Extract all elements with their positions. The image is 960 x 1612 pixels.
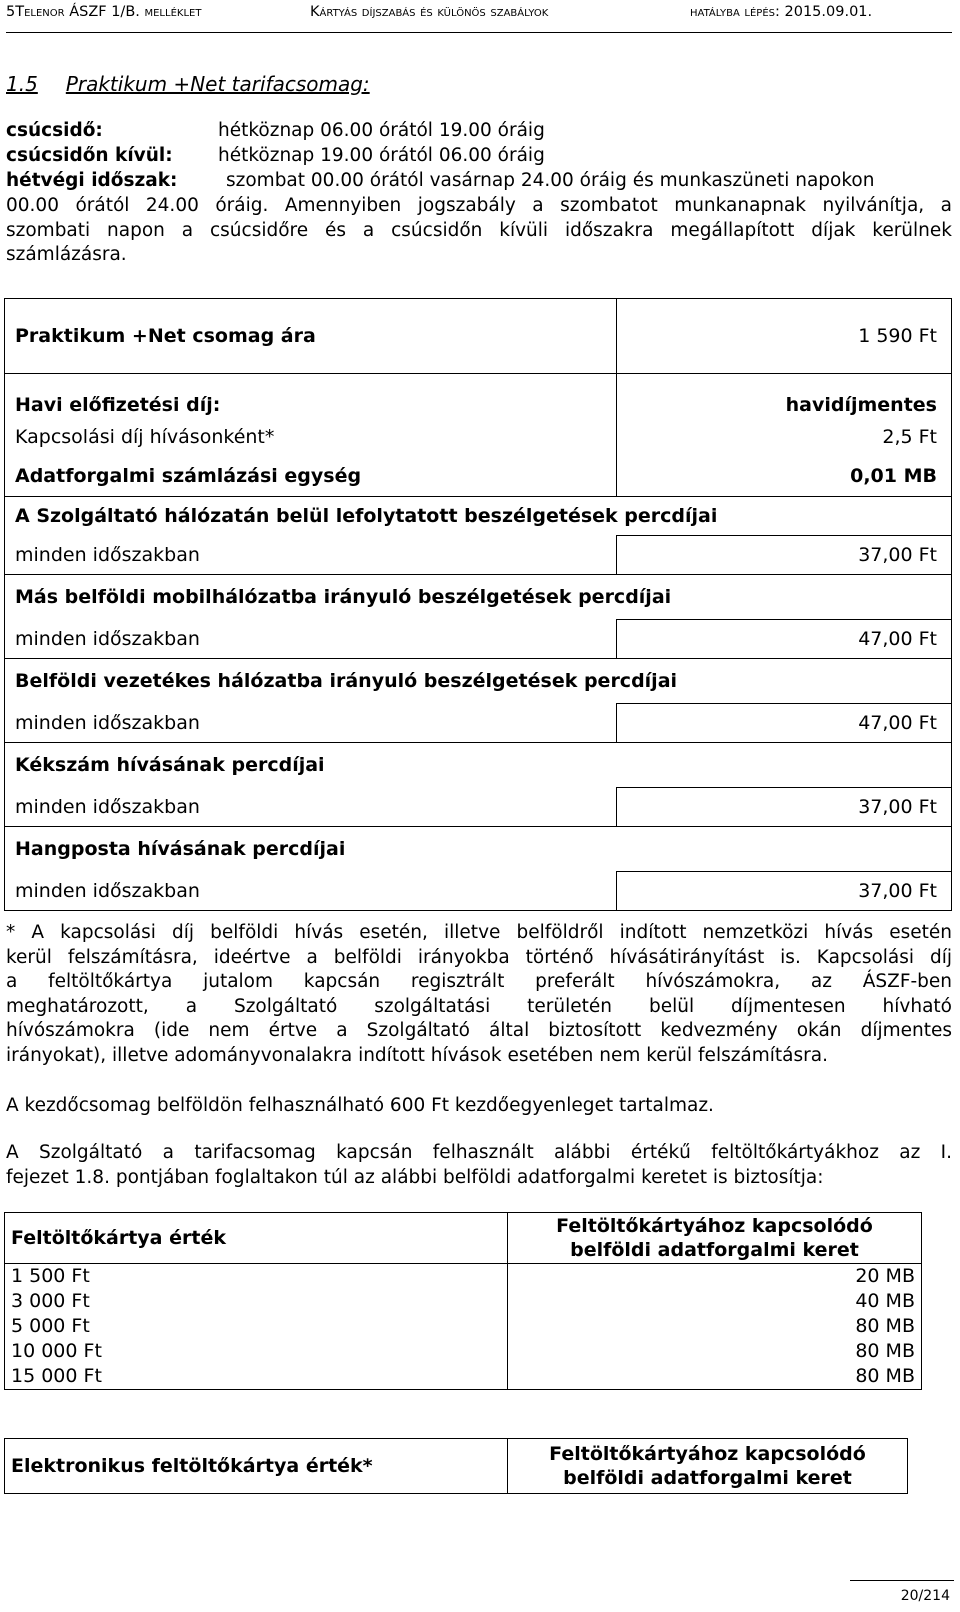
- table-row: [5, 827, 952, 872]
- header-divider: [6, 32, 952, 33]
- footnote: * A kapcsolási díj belföldi hívás esetén, illetve belföldről indított nemzetközi hívás esetén kerül felszámításra, ideértve a belföldi irányokba történő hívásátirányítást is. Kapcsolási díj a feltöltőkártya jutalom kapcsán regisztrált preferált hívószámokra, az ÁSZF-ben meghatározott, a Szolgáltató szolgáltatási területén belül díjmentesen hívható hívószámokra (ide nem értve a Szolgáltató által biztosított kedvezmény okán díjmentes irányokat), illetve adományvonalakra indított hívások esetében nem kerül felszámításra.: [6, 922, 952, 1066]
- package-price-value: 1 590 Ft: [617, 299, 952, 374]
- monthly-fee-value: havidíjmentes: [617, 374, 952, 419]
- topup-data: 80 MB: [508, 1339, 922, 1364]
- etopup-col-data-header: Feltöltőkártyához kapcsolódó belföldi adatforgalmi keret: [508, 1439, 908, 1494]
- section-title-text: Praktikum +Net tarifacsomag:: [65, 72, 370, 96]
- section-title: [6, 72, 370, 96]
- group-row-label: minden időszakban: [5, 536, 617, 575]
- table-row: [5, 620, 952, 659]
- data-unit-label: Adatforgalmi számlázási egység: [5, 456, 617, 497]
- period-desc-weekend: szombat 00.00 órától vasárnap 24.00 óráig és munkaszüneti napokon: [226, 170, 875, 191]
- header-center: Kártyás díjszabás és különös szabályok: [310, 4, 549, 20]
- topup-data: 40 MB: [508, 1289, 922, 1314]
- table-row: [5, 1339, 922, 1364]
- table-row: [5, 1264, 922, 1290]
- group-title-mobile: Más belföldi mobilhálózatba irányuló beszélgetések percdíjai: [5, 575, 952, 620]
- topup-col-value-header: Feltöltőkártya érték: [5, 1213, 508, 1264]
- group-row-value: 47,00 Ft: [617, 704, 952, 743]
- group-title-voicemail: Hangposta hívásának percdíjai: [5, 827, 952, 872]
- table-row: [5, 1314, 922, 1339]
- table-row: [5, 575, 952, 620]
- period-term-offpeak: csúcsidőn kívül:: [6, 145, 173, 166]
- period-desc-offpeak: hétköznap 19.00 órától 06.00 óráig: [218, 145, 545, 166]
- group-row-value: 37,00 Ft: [617, 788, 952, 827]
- header-right: hatályba lépés: 2015.09.01.: [690, 4, 873, 20]
- topup-data: 20 MB: [508, 1264, 922, 1290]
- section-number: 1.5: [6, 72, 38, 96]
- group-row-label: minden időszakban: [5, 620, 617, 659]
- table-row: [5, 1364, 922, 1390]
- package-price-label: Praktikum +Net csomag ára: [5, 299, 617, 374]
- monthly-fee-label: Havi előfizetési díj:: [5, 374, 617, 419]
- topup-value: 15 000 Ft: [5, 1364, 508, 1390]
- topup-data: 80 MB: [508, 1364, 922, 1390]
- footer-divider: [850, 1580, 954, 1581]
- group-row-label: minden időszakban: [5, 704, 617, 743]
- starter-balance-text: A kezdőcsomag belföldön felhasználható 600 Ft kezdőegyenleget tartalmaz.: [6, 1095, 714, 1116]
- group-row-value: 37,00 Ft: [617, 536, 952, 575]
- group-title-landline: Belföldi vezetékes hálózatba irányuló beszélgetések percdíjai: [5, 659, 952, 704]
- group-row-label: minden időszakban: [5, 788, 617, 827]
- table-row: [5, 659, 952, 704]
- connection-fee-label: Kapcsolási díj hívásonként*: [5, 418, 617, 456]
- topup-value: 1 500 Ft: [5, 1264, 508, 1290]
- table-header-row: [5, 1213, 922, 1264]
- connection-fee-value: 2,5 Ft: [617, 418, 952, 456]
- table-row: [5, 1289, 922, 1314]
- table-row: [5, 374, 952, 419]
- table-row: [5, 456, 952, 497]
- period-continuation: 00.00 órától 24.00 óráig. Amennyiben jogszabály a szombatot munkanapnak nyilvánítja, a szombati napon a csúcsidőre és a csúcsidőn kívüli időszakra megállapított díjak kerülnek számlázásra.: [6, 195, 952, 265]
- provider-text: A Szolgáltató a tarifacsomag kapcsán felhasznált alábbi értékű feltöltőkártyákhoz az I. fejezet 1.8. pontjában foglaltakon túl az alábbi belföldi adatforgalmi keretet is biztosítja:: [6, 1142, 952, 1188]
- group-row-value: 37,00 Ft: [617, 872, 952, 911]
- table-row: [5, 497, 952, 536]
- table-row: [5, 299, 952, 374]
- table-row: [5, 743, 952, 788]
- table-row: [5, 872, 952, 911]
- topup-col-data-header: Feltöltőkártyához kapcsolódó belföldi adatforgalmi keret: [508, 1213, 922, 1264]
- table-row: [5, 418, 952, 456]
- topup-value: 5 000 Ft: [5, 1314, 508, 1339]
- price-table: [4, 298, 952, 911]
- data-unit-value: 0,01 MB: [617, 456, 952, 497]
- topup-table: [4, 1212, 922, 1390]
- etopup-table: [4, 1438, 908, 1494]
- period-term-weekend: hétvégi időszak:: [6, 170, 178, 191]
- header-left: 5Telenor ÁSZF 1/B. melléklet: [6, 4, 202, 20]
- table-row: [5, 704, 952, 743]
- etopup-col-value-header: Elektronikus feltöltőkártya érték*: [5, 1439, 508, 1494]
- table-header-row: [5, 1439, 908, 1494]
- group-title-kekszam: Kékszám hívásának percdíjai: [5, 743, 952, 788]
- topup-data: 80 MB: [508, 1314, 922, 1339]
- table-row: [5, 788, 952, 827]
- group-row-value: 47,00 Ft: [617, 620, 952, 659]
- topup-value: 3 000 Ft: [5, 1289, 508, 1314]
- period-term-peak: csúcsidő:: [6, 120, 103, 141]
- group-row-label: minden időszakban: [5, 872, 617, 911]
- group-title-onnet: A Szolgáltató hálózatán belül lefolytatott beszélgetések percdíjai: [5, 497, 952, 536]
- table-row: [5, 536, 952, 575]
- period-desc-peak: hétköznap 06.00 órától 19.00 óráig: [218, 120, 545, 141]
- page-number: 20/214: [900, 1588, 950, 1604]
- topup-value: 10 000 Ft: [5, 1339, 508, 1364]
